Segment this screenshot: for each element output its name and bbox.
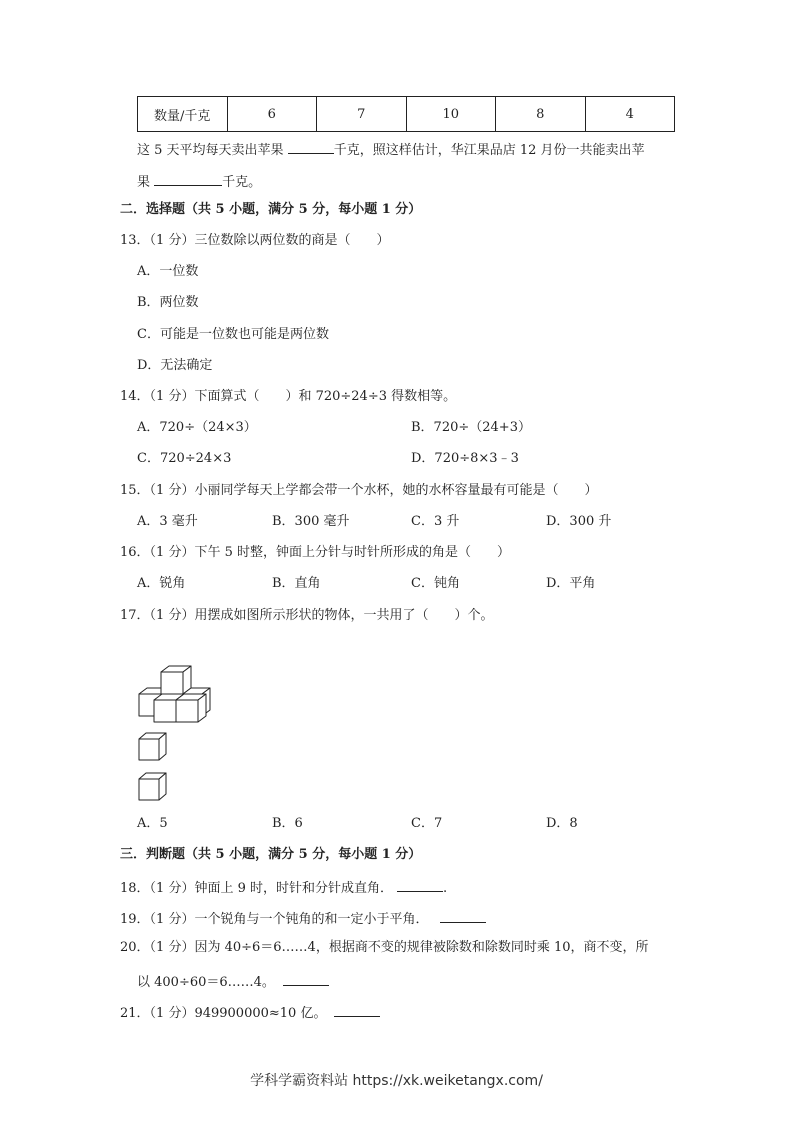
q20-line2 [137, 972, 329, 991]
q16-option-c[interactable]: C．钝角 [411, 576, 460, 591]
q17-option-b[interactable]: B．6 [272, 816, 303, 831]
q12-text-a: 这 5 天平均每天卖出苹果 [137, 143, 284, 158]
q16-option-b[interactable]: B．直角 [272, 576, 321, 591]
cube-shape [176, 694, 206, 722]
q15-option-c[interactable]: C．3 升 [411, 514, 460, 529]
single-cube-figure [136, 729, 172, 763]
single-cube-figure [136, 769, 172, 803]
q16-option-a[interactable]: A．锐角 [137, 576, 186, 591]
q16-stem: 16．（1 分）下午 5 时整，钟面上分针与时针所形成的角是（ ） [120, 545, 510, 560]
q15-stem: 15．（1 分）小丽同学每天上学都会带一个水杯，她的水杯容量最有可能是（ ） [120, 483, 598, 498]
q17-option-c[interactable]: C．7 [411, 816, 443, 831]
section3-title: 三．判断题（共 5 小题，满分 5 分，每小题 1 分） [120, 847, 422, 862]
q21-text: 21．（1 分）949900000≈10 亿。 [120, 1006, 327, 1021]
footer-watermark[interactable]: 学科学霸资料站 https://xk.weiketangx.com/ [250, 1073, 543, 1089]
q18-line [120, 878, 447, 897]
q12-answer-blank-2[interactable] [154, 172, 222, 186]
q20-answer-blank[interactable] [283, 972, 329, 986]
table-cell: 4 [585, 97, 675, 132]
table-cell: 8 [496, 97, 586, 132]
table-cell: 6 [227, 97, 317, 132]
q13-option-a[interactable]: A．一位数 [137, 264, 199, 279]
q18-tail: . [442, 881, 448, 896]
q18-answer-blank[interactable] [397, 878, 443, 892]
cube-shape [161, 666, 191, 694]
q13-stem: 13．（1 分）三位数除以两位数的商是（ ） [120, 233, 390, 248]
q14-option-a[interactable]: A．720÷（24×3） [137, 420, 257, 435]
q20-text: 以 400÷60＝6……4。 [137, 975, 275, 990]
q19-line [120, 909, 486, 928]
table-row [138, 97, 675, 132]
q19-text: 19．（1 分）一个锐角与一个钝角的和一定小于平角． [120, 912, 429, 927]
q14-option-d[interactable]: D．720÷8×3﹣3 [411, 451, 519, 466]
cube-stack-figure [130, 660, 220, 725]
q18-text: 18．（1 分）钟面上 9 时，时针和分针成直角． [120, 881, 393, 896]
q12-text-c: 果 [137, 175, 151, 190]
table-cell: 10 [406, 97, 496, 132]
table-cell: 7 [317, 97, 407, 132]
q15-option-b[interactable]: B．300 毫升 [272, 514, 350, 529]
q21-answer-blank[interactable] [334, 1003, 380, 1017]
q12-line2 [137, 172, 261, 191]
q17-option-a[interactable]: A．5 [137, 816, 168, 831]
q13-option-b[interactable]: B．两位数 [137, 295, 199, 310]
q13-option-c[interactable]: C．可能是一位数也可能是两位数 [137, 327, 329, 342]
table-row-label: 数量/千克 [138, 97, 228, 132]
q15-option-d[interactable]: D．300 升 [546, 514, 612, 529]
q21-line [120, 1003, 380, 1022]
q12-answer-blank-1[interactable] [288, 140, 334, 154]
q19-answer-blank[interactable] [440, 909, 486, 923]
q14-option-c[interactable]: C．720÷24×3 [137, 451, 232, 466]
q14-option-b[interactable]: B．720÷（24+3） [411, 420, 531, 435]
q13-option-d[interactable]: D．无法确定 [137, 358, 213, 373]
q17-option-d[interactable]: D．8 [546, 816, 578, 831]
section2-title: 二．选择题（共 5 小题，满分 5 分，每小题 1 分） [120, 202, 422, 217]
q15-option-a[interactable]: A．3 毫升 [137, 514, 198, 529]
q12-line1 [137, 140, 645, 159]
q20-line1: 20．（1 分）因为 40÷6＝6……4，根据商不变的规律被除数和除数同时乘 10，商不变，所 [120, 940, 649, 955]
q12-text-b: 千克，照这样估计，华江果品店 12 月份一共能卖出苹 [333, 143, 645, 158]
q14-stem: 14．（1 分）下面算式（ ）和 720÷24÷3 得数相等。 [120, 389, 457, 404]
q12-text-d: 千克。 [222, 175, 262, 190]
q16-option-d[interactable]: D．平角 [546, 576, 596, 591]
sales-table [137, 96, 675, 132]
q17-stem: 17．（1 分）用摆成如图所示形状的物体，一共用了（ ）个。 [120, 608, 494, 623]
